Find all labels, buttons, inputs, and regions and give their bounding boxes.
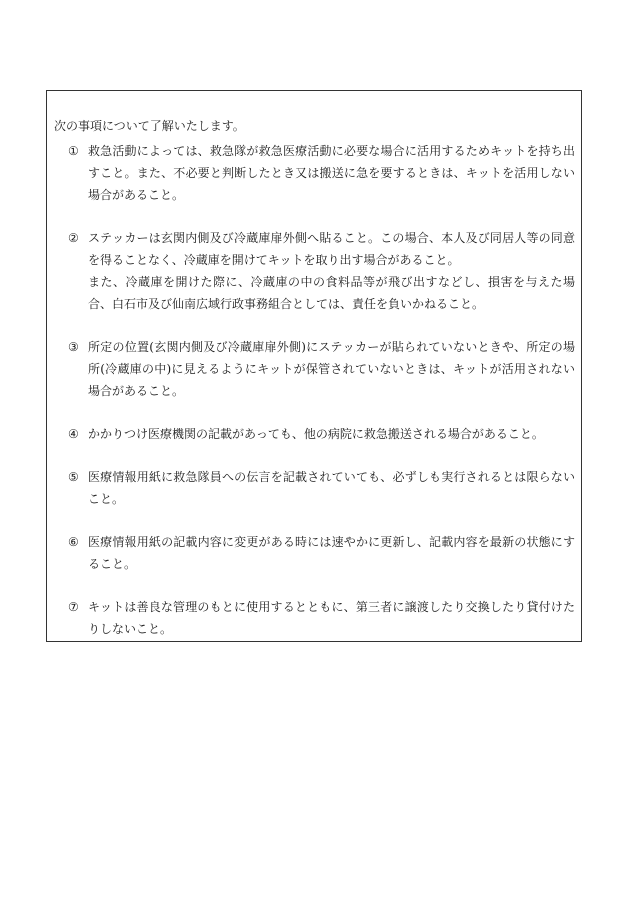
terms-list bbox=[54, 140, 581, 640]
intro-text: 次の事項について了解いたします。 bbox=[54, 119, 245, 133]
term-item-3 bbox=[54, 336, 581, 402]
term-text: 救急活動によっては、救急隊が救急医療活動に必要な場合に活用するためキットを持ち出すこと。また、不必要と判断したとき又は搬送に急を要するときは、キットを活用しない場合があること。 bbox=[88, 144, 575, 202]
term-item-1 bbox=[54, 140, 581, 206]
term-text: キットは善良な管理のもとに使用するとともに、第三者に譲渡したり交換したり貸付けたりしないこと。 bbox=[88, 600, 575, 636]
term-number: ⑥ bbox=[68, 535, 79, 549]
term-item-5 bbox=[54, 466, 581, 510]
term-text: 医療情報用紙に救急隊員への伝言を記載されていても、必ずしも実行されるとは限らないこと。 bbox=[88, 470, 575, 506]
term-item-2 bbox=[54, 227, 581, 315]
term-number: ⑤ bbox=[68, 470, 79, 484]
term-item-6 bbox=[54, 531, 581, 575]
term-number: ② bbox=[68, 231, 79, 245]
agreement-box bbox=[46, 90, 582, 642]
term-number: ④ bbox=[68, 427, 79, 441]
term-item-4 bbox=[54, 423, 581, 445]
term-item-7 bbox=[54, 596, 581, 640]
term-number: ① bbox=[68, 144, 79, 158]
term-number: ③ bbox=[68, 340, 79, 354]
term-text: 医療情報用紙の記載内容に変更がある時には速やかに更新し、記載内容を最新の状態にすること。 bbox=[88, 535, 575, 571]
term-text-continued: また、冷蔵庫を開けた際に、冷蔵庫の中の食料品等が飛び出すなどし、損害を与えた場合、白石市及び仙南広域行政事務組合としては、責任を負いかねること。 bbox=[88, 275, 575, 311]
term-text: ステッカーは玄関内側及び冷蔵庫扉外側へ貼ること。この場合、本人及び同居人等の同意を得ることなく、冷蔵庫を開けてキットを取り出す場合があること。 bbox=[88, 231, 575, 267]
term-number: ⑦ bbox=[68, 600, 79, 614]
term-text: かかりつけ医療機関の記載があっても、他の病院に救急搬送される場合があること。 bbox=[88, 427, 544, 441]
term-text: 所定の位置(玄関内側及び冷蔵庫扉外側)にステッカーが貼られていないときや、所定の場所(冷蔵庫の中)に見えるようにキットが保管されていないときは、キットが活用されない場合があること。 bbox=[88, 340, 575, 398]
